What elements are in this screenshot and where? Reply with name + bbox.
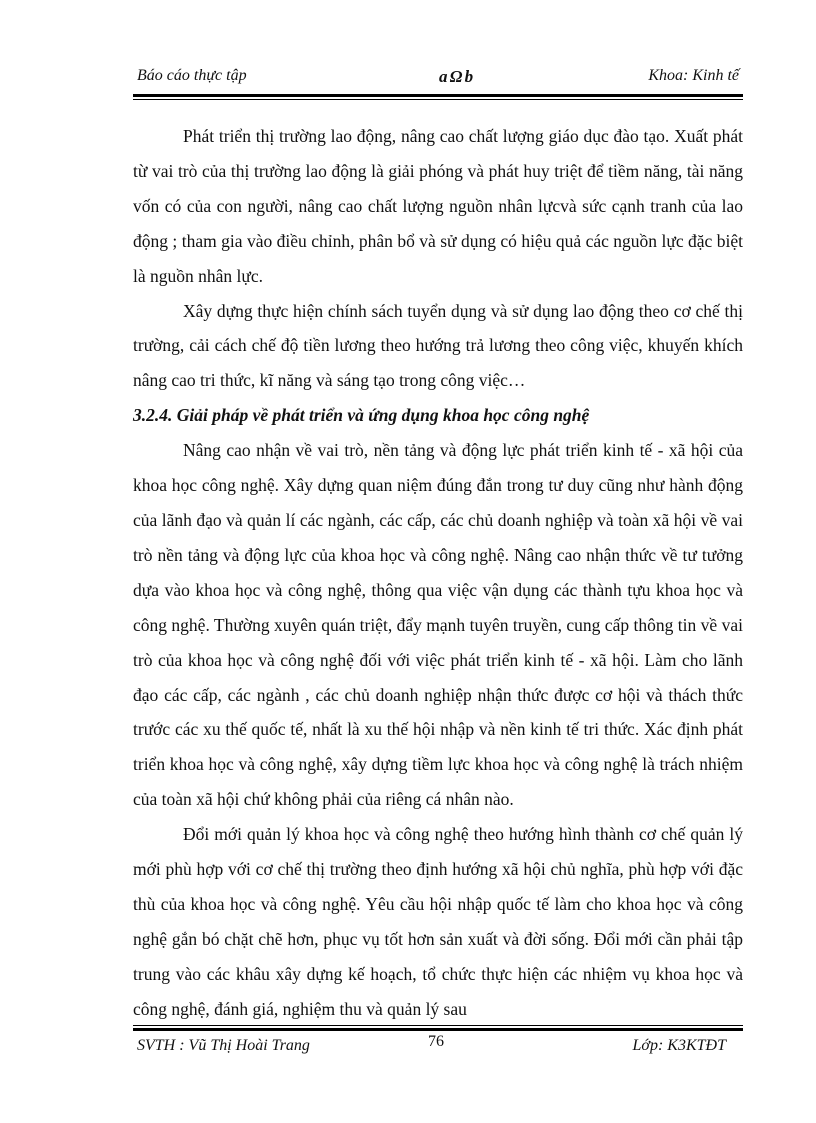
- footer-page-number: 76: [428, 1033, 444, 1050]
- header-faculty: Khoa: Kinh tế: [648, 67, 739, 84]
- header-report-title: Báo cáo thực tập: [137, 67, 247, 84]
- footer-rule-thin: [133, 1025, 743, 1026]
- section-heading-3-2-4: 3.2.4. Giải pháp về phát triển và ứng dụng khoa học công nghệ: [133, 405, 590, 426]
- header-ornament: a Ω b: [439, 67, 473, 86]
- footer-class: Lớp: K3KTĐT: [632, 1037, 726, 1054]
- page-header: [133, 64, 743, 90]
- paragraph-labor-market: Phát triển thị trường lao động, nâng cao chất lượng giáo dục đào tạo. Xuất phát từ vai trò của thị trường lao động là giải phóng và phát huy triệt để tiềm năng, tài năng vốn có của con người, nâng cao chất lượng nguồn nhân lựcvà sức cạnh tranh của lao động ; tham gia vào điều chỉnh, phân bổ và sử dụng có hiệu quả các nguồn lực đặc biệt là nguồn nhân lực.: [133, 126, 743, 286]
- paragraph-recruitment-policy: Xây dựng thực hiện chính sách tuyển dụng và sử dụng lao động theo cơ chế thị trường, cải cách chế độ tiền lương theo hướng trả lương theo công việc, khuyến khích nâng cao tri thức, kĩ năng và sáng tạo trong công việc…: [133, 300, 743, 391]
- paragraph-awareness-science: Nâng cao nhận về vai trò, nền tảng và động lực phát triển kinh tế - xã hội của khoa học công nghệ. Xây dựng quan niệm đúng đắn trong tư duy cũng như hành động của lãnh đạo và quản lí các ngành, các cấp, các chủ doanh nghiệp và toàn xã hội về vai trò nền tảng và động lực của khoa học và công nghệ. Nâng cao nhận thức về tư tưởng dựa vào khoa học và công nghệ, thông qua việc vận dụng các thành tựu khoa học và công nghệ. Thường xuyên quán triệt, đẩy mạnh tuyên truyền, cung cấp thông tin về vai trò của khoa học và công nghệ đối với việc phát triển kinh tế - xã hội. Làm cho lãnh đạo các cấp, các ngành , các chủ doanh nghiệp nhận thức được cơ hội và thách thức trước các xu thế quốc tế, nhất là xu thế hội nhập và nền kinh tế tri thức. Xác định phát triển khoa học và công nghệ, xây dựng tiềm lực khoa học và công nghệ là trách nhiệm của toàn xã hội chứ không phải của riêng cá nhân nào.: [133, 440, 743, 810]
- footer-student-name: SVTH : Vũ Thị Hoài Trang: [137, 1037, 310, 1054]
- page-body: [133, 119, 743, 1027]
- footer-rule-thick: [133, 1028, 743, 1031]
- paragraph-management-reform: Đổi mới quản lý khoa học và công nghệ theo hướng hình thành cơ chế quản lý mới phù hợp với cơ chế thị trường theo định hướng xã hội chủ nghĩa, phù hợp với đặc thù của khoa học và công nghệ. Yêu cầu hội nhập quốc tế làm cho khoa học và công nghệ gắn bó chặt chẽ hơn, phục vụ tốt hơn sản xuất và đời sống. Đổi mới cần phải tập trung vào các khâu xây dựng kế hoạch, tổ chức thực hiện các nhiệm vụ khoa học và công nghệ, đánh giá, nghiệm thu và quản lý sau: [133, 824, 743, 1019]
- header-rule-thick: [133, 94, 743, 97]
- header-rule-thin: [133, 99, 743, 100]
